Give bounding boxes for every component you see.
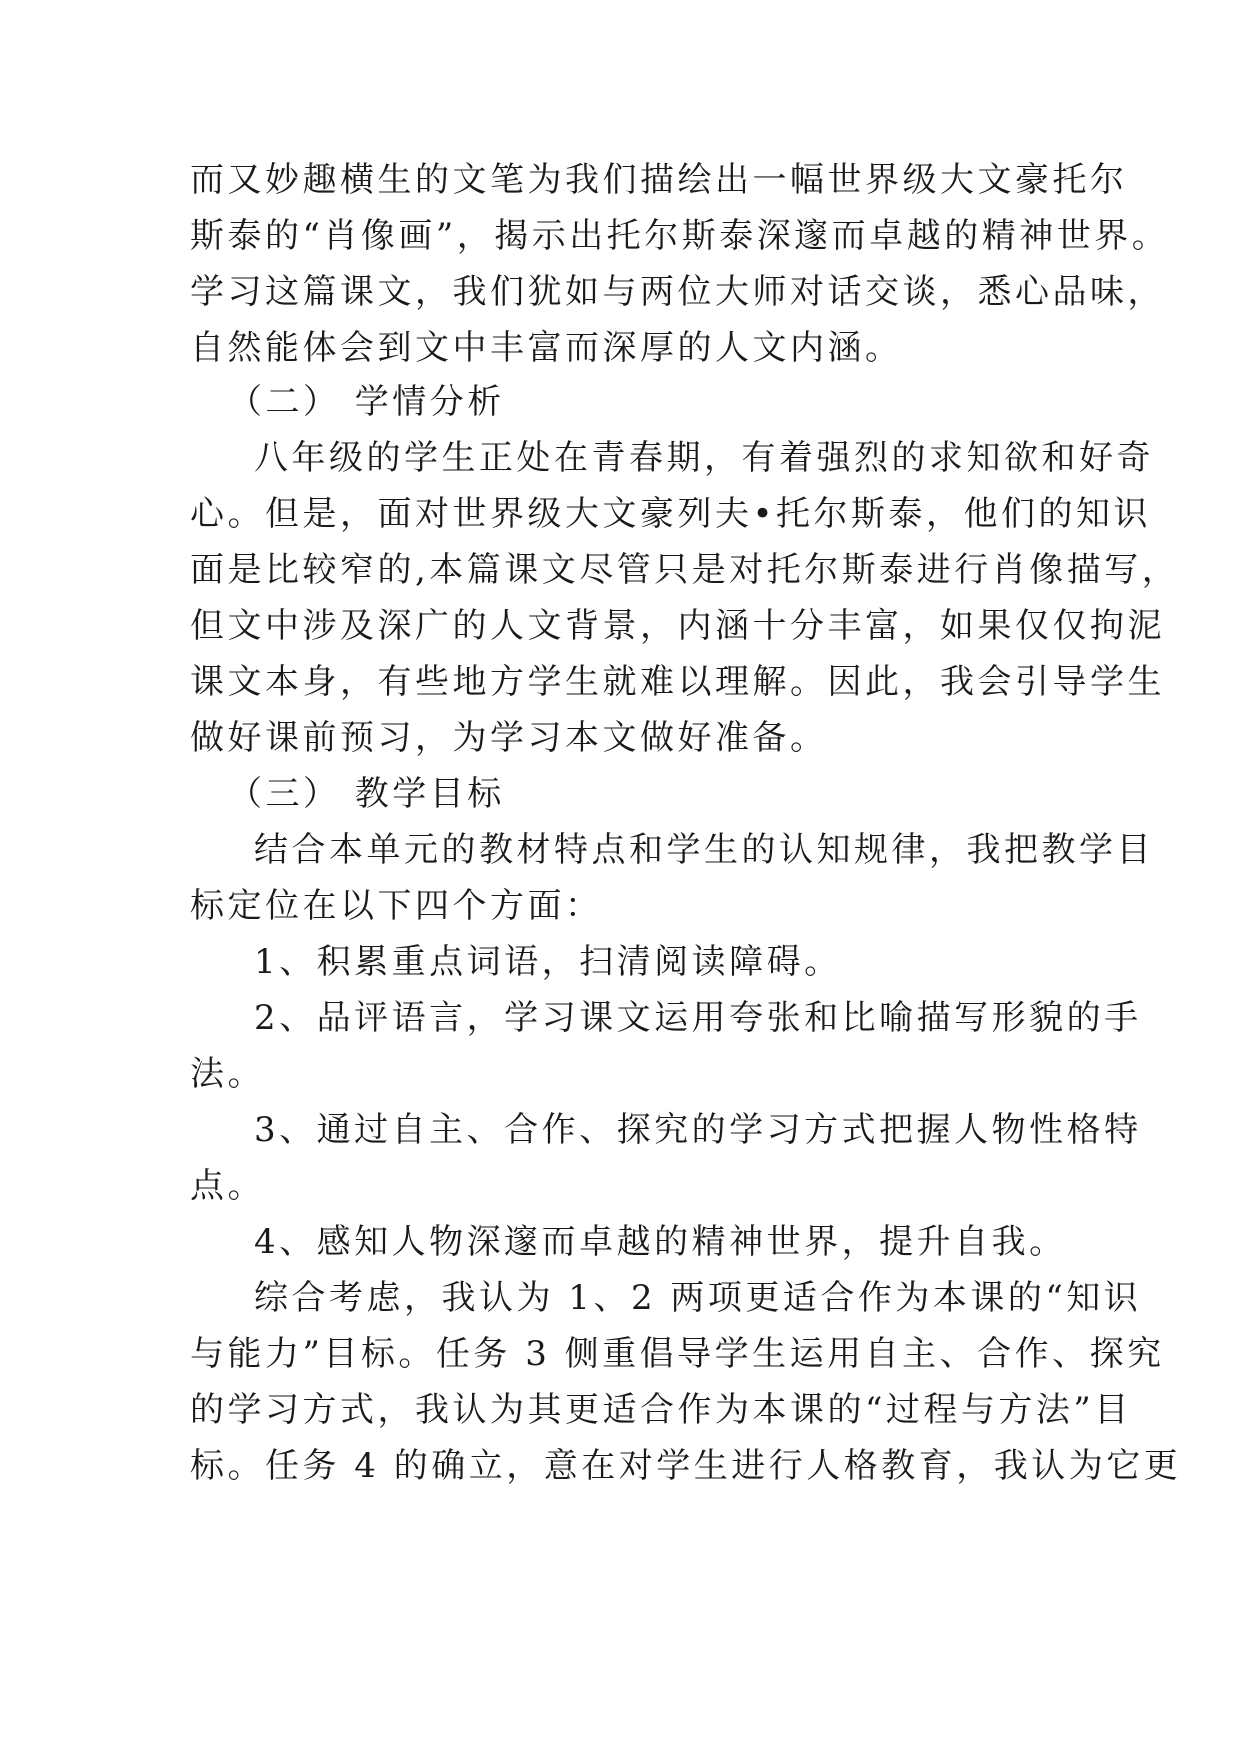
text-line: 心。但是，面对世界级大文豪列夫•托尔斯泰，他们的知识 (190, 494, 1152, 534)
text-line: 斯泰的“肖像画”，揭示出托尔斯泰深邃而卓越的精神世界。 (190, 216, 1170, 256)
text-line: 法。 (190, 1054, 265, 1094)
text-line: 而又妙趣横生的文笔为我们描绘出一幅世界级大文豪托尔 (190, 160, 1128, 200)
text-line: 但文中涉及深广的人文背景，内涵十分丰富，如果仅仅拘泥 (190, 606, 1165, 646)
list-item: 2、品评语言，学习课文运用夸张和比喻描写形貌的手 (254, 998, 1142, 1038)
section-heading: （三） 教学目标 (228, 774, 505, 814)
text-line: 与能力”目标。任务 3 侧重倡导学生运用自主、合作、探究 (190, 1334, 1165, 1374)
text-line: 八年级的学生正处在青春期，有着强烈的求知欲和好奇 (254, 438, 1154, 478)
text-line: 做好课前预习，为学习本文做好准备。 (190, 718, 828, 758)
text-line: 的学习方式，我认为其更适合作为本课的“过程与方法”目 (190, 1390, 1132, 1430)
text-line: 综合考虑，我认为 1、2 两项更适合作为本课的“知识 (254, 1278, 1142, 1318)
list-item: 1、积累重点词语，扫清阅读障碍。 (254, 942, 842, 982)
section-heading: （二） 学情分析 (228, 382, 505, 422)
text-line: 结合本单元的教材特点和学生的认知规律，我把教学目 (254, 830, 1154, 870)
text-line: 面是比较窄的,本篇课文尽管只是对托尔斯泰进行肖像描写， (190, 550, 1180, 590)
text-line: 学习这篇课文，我们犹如与两位大师对话交谈，悉心品味， (190, 272, 1165, 312)
list-item: 3、通过自主、合作、探究的学习方式把握人物性格特 (254, 1110, 1142, 1150)
text-line: 标。任务 4 的确立，意在对学生进行人格教育，我认为它更 (190, 1446, 1182, 1486)
text-line: 标定位在以下四个方面： (190, 886, 603, 926)
text-line: 点。 (190, 1166, 265, 1206)
text-line: 自然能体会到文中丰富而深厚的人文内涵。 (190, 328, 903, 368)
list-item: 4、感知人物深邃而卓越的精神世界，提升自我。 (254, 1222, 1067, 1262)
text-line: 课文本身，有些地方学生就难以理解。因此，我会引导学生 (190, 662, 1165, 702)
